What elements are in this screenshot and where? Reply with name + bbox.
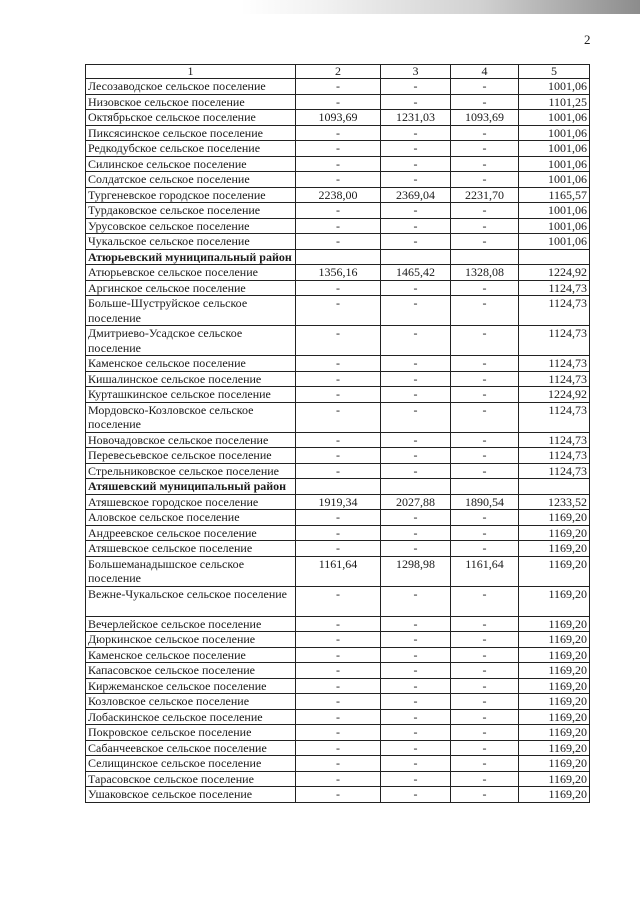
value-cell-c4: -: [451, 356, 519, 372]
settlement-name: Ушаковское сельское поселение: [86, 787, 296, 803]
value-cell-c4: -: [451, 740, 519, 756]
table-row: [86, 110, 590, 126]
table-row: [86, 387, 590, 403]
value-cell-c4: -: [451, 125, 519, 141]
table-row: [86, 125, 590, 141]
settlement-name: Селищинское сельское поселение: [86, 756, 296, 772]
value-cell-c2: -: [296, 541, 381, 557]
value-cell-c2: -: [296, 586, 381, 616]
value-cell-c3: -: [381, 172, 451, 188]
value-cell-c2: -: [296, 525, 381, 541]
table-row: [86, 541, 590, 557]
empty-cell: [519, 249, 590, 265]
value-cell-c3: -: [381, 510, 451, 526]
value-cell-c2: -: [296, 387, 381, 403]
value-cell-c5: 1169,20: [519, 586, 590, 616]
settlement-name: Вечерлейское сельское поселение: [86, 616, 296, 632]
value-cell-c2: -: [296, 141, 381, 157]
value-cell-c2: -: [296, 694, 381, 710]
table-row: [86, 510, 590, 526]
table-row: [86, 694, 590, 710]
value-cell-c4: -: [451, 756, 519, 772]
value-cell-c5: 1169,20: [519, 787, 590, 803]
value-cell-c2: 1919,34: [296, 494, 381, 510]
value-cell-c5: 1169,20: [519, 632, 590, 648]
value-cell-c5: 1101,25: [519, 94, 590, 110]
value-cell-c5: 1224,92: [519, 265, 590, 281]
settlement-name: Каменское сельское поселение: [86, 647, 296, 663]
value-cell-c3: -: [381, 387, 451, 403]
table-row: [86, 172, 590, 188]
value-cell-c3: -: [381, 709, 451, 725]
value-cell-c3: -: [381, 787, 451, 803]
district-name: Атяшевский муниципальный район: [86, 479, 296, 495]
value-cell-c2: -: [296, 632, 381, 648]
settlement-name: Тургеневское городское поселение: [86, 187, 296, 203]
value-cell-c4: -: [451, 172, 519, 188]
value-cell-c5: 1001,06: [519, 203, 590, 219]
value-cell-c4: -: [451, 432, 519, 448]
value-cell-c3: -: [381, 156, 451, 172]
settlement-name: Вежне-Чукальское сельское поселение: [86, 586, 296, 616]
value-cell-c3: -: [381, 632, 451, 648]
table-row: [86, 234, 590, 250]
settlement-name: Чукальское сельское поселение: [86, 234, 296, 250]
table-row: [86, 740, 590, 756]
settlement-name: Атюрьевское сельское поселение: [86, 265, 296, 281]
column-header: 4: [451, 65, 519, 79]
value-cell-c4: -: [451, 402, 519, 432]
value-cell-c5: 1124,73: [519, 280, 590, 296]
value-cell-c2: -: [296, 356, 381, 372]
value-cell-c5: 1169,20: [519, 756, 590, 772]
settlement-name: Большеманадышское сельское поселение: [86, 556, 296, 586]
value-cell-c4: -: [451, 326, 519, 356]
value-cell-c5: 1169,20: [519, 616, 590, 632]
table-row: [86, 787, 590, 803]
value-cell-c3: -: [381, 218, 451, 234]
value-cell-c4: 1093,69: [451, 110, 519, 126]
value-cell-c2: -: [296, 678, 381, 694]
column-header: 5: [519, 65, 590, 79]
settlement-name: Кишалинское сельское поселение: [86, 371, 296, 387]
value-cell-c5: 1169,20: [519, 525, 590, 541]
value-cell-c3: -: [381, 203, 451, 219]
value-cell-c5: 1169,20: [519, 740, 590, 756]
settlement-name: Стрельниковское сельское поселение: [86, 463, 296, 479]
value-cell-c2: -: [296, 79, 381, 95]
value-cell-c5: 1169,20: [519, 510, 590, 526]
value-cell-c5: 1124,73: [519, 371, 590, 387]
value-cell-c3: -: [381, 756, 451, 772]
value-cell-c2: -: [296, 280, 381, 296]
value-cell-c4: -: [451, 709, 519, 725]
value-cell-c5: 1001,06: [519, 110, 590, 126]
empty-cell: [381, 479, 451, 495]
value-cell-c5: 1001,06: [519, 79, 590, 95]
value-cell-c3: -: [381, 463, 451, 479]
table-row: [86, 371, 590, 387]
table-row: [86, 463, 590, 479]
value-cell-c5: 1169,20: [519, 556, 590, 586]
value-cell-c3: 2369,04: [381, 187, 451, 203]
district-name: Атюрьевский муниципальный район: [86, 249, 296, 265]
value-cell-c5: 1224,92: [519, 387, 590, 403]
table-row: [86, 94, 590, 110]
table-row: [86, 725, 590, 741]
value-cell-c2: -: [296, 125, 381, 141]
value-cell-c4: -: [451, 678, 519, 694]
value-cell-c4: -: [451, 296, 519, 326]
table-row: [86, 663, 590, 679]
value-cell-c3: -: [381, 234, 451, 250]
value-cell-c2: 1356,16: [296, 265, 381, 281]
value-cell-c3: 1231,03: [381, 110, 451, 126]
value-cell-c3: -: [381, 402, 451, 432]
value-cell-c4: -: [451, 787, 519, 803]
value-cell-c3: -: [381, 740, 451, 756]
value-cell-c5: 1169,20: [519, 771, 590, 787]
value-cell-c5: 1169,20: [519, 694, 590, 710]
settlement-name: Дюркинское сельское поселение: [86, 632, 296, 648]
value-cell-c5: 1124,73: [519, 448, 590, 464]
value-cell-c4: -: [451, 141, 519, 157]
value-cell-c4: -: [451, 79, 519, 95]
value-cell-c4: 2231,70: [451, 187, 519, 203]
table-row: [86, 678, 590, 694]
value-cell-c3: -: [381, 663, 451, 679]
table-row: [86, 756, 590, 772]
data-table: [85, 64, 590, 803]
empty-cell: [381, 249, 451, 265]
value-cell-c4: -: [451, 510, 519, 526]
settlement-name: Редкодубское сельское поселение: [86, 141, 296, 157]
value-cell-c3: -: [381, 525, 451, 541]
value-cell-c5: 1169,20: [519, 541, 590, 557]
table-row: [86, 187, 590, 203]
value-cell-c4: -: [451, 663, 519, 679]
value-cell-c2: -: [296, 725, 381, 741]
header-row: [86, 65, 590, 79]
value-cell-c4: -: [451, 463, 519, 479]
value-cell-c2: -: [296, 402, 381, 432]
settlement-name: Дмитриево-Усадское сельское поселение: [86, 326, 296, 356]
value-cell-c4: 1328,08: [451, 265, 519, 281]
value-cell-c4: -: [451, 203, 519, 219]
value-cell-c2: -: [296, 371, 381, 387]
value-cell-c2: -: [296, 296, 381, 326]
value-cell-c4: 1161,64: [451, 556, 519, 586]
value-cell-c3: -: [381, 694, 451, 710]
settlement-name: Пиксясинское сельское поселение: [86, 125, 296, 141]
value-cell-c2: -: [296, 663, 381, 679]
table-body: [86, 79, 590, 803]
table-row: [86, 448, 590, 464]
value-cell-c2: -: [296, 156, 381, 172]
value-cell-c3: -: [381, 541, 451, 557]
value-cell-c5: 1001,06: [519, 218, 590, 234]
value-cell-c4: -: [451, 616, 519, 632]
value-cell-c4: -: [451, 448, 519, 464]
table-row: [86, 632, 590, 648]
value-cell-c4: -: [451, 541, 519, 557]
value-cell-c5: 1124,73: [519, 463, 590, 479]
column-header: 3: [381, 65, 451, 79]
value-cell-c4: -: [451, 647, 519, 663]
value-cell-c2: -: [296, 94, 381, 110]
empty-cell: [451, 479, 519, 495]
settlement-name: Сабанчеевское сельское поселение: [86, 740, 296, 756]
table-row: [86, 79, 590, 95]
value-cell-c3: -: [381, 326, 451, 356]
value-cell-c5: 1001,06: [519, 125, 590, 141]
value-cell-c3: -: [381, 356, 451, 372]
value-cell-c2: -: [296, 709, 381, 725]
column-header: 2: [296, 65, 381, 79]
value-cell-c3: -: [381, 647, 451, 663]
settlement-name: Капасовское сельское поселение: [86, 663, 296, 679]
table-row: [86, 525, 590, 541]
value-cell-c2: -: [296, 172, 381, 188]
empty-cell: [451, 249, 519, 265]
value-cell-c5: 1001,06: [519, 156, 590, 172]
value-cell-c5: 1001,06: [519, 141, 590, 157]
settlement-name: Киржеманское сельское поселение: [86, 678, 296, 694]
district-header-row: [86, 249, 590, 265]
settlement-name: Атяшевское городское поселение: [86, 494, 296, 510]
value-cell-c3: -: [381, 371, 451, 387]
table-row: [86, 771, 590, 787]
settlement-name: Атяшевское сельское поселение: [86, 541, 296, 557]
settlement-name: Больше-Шуструйское сельское поселение: [86, 296, 296, 326]
table-row: [86, 402, 590, 432]
settlement-name: Силинское сельское поселение: [86, 156, 296, 172]
settlement-name: Андреевское сельское поселение: [86, 525, 296, 541]
table-row: [86, 326, 590, 356]
settlement-name: Октябрьское сельское поселение: [86, 110, 296, 126]
value-cell-c2: -: [296, 510, 381, 526]
value-cell-c4: -: [451, 234, 519, 250]
value-cell-c5: 1124,73: [519, 356, 590, 372]
value-cell-c5: 1169,20: [519, 663, 590, 679]
value-cell-c5: 1001,06: [519, 234, 590, 250]
value-cell-c3: -: [381, 79, 451, 95]
table-row: [86, 432, 590, 448]
value-cell-c2: -: [296, 234, 381, 250]
settlement-name: Перевесьевское сельское поселение: [86, 448, 296, 464]
value-cell-c2: -: [296, 616, 381, 632]
value-cell-c5: 1124,73: [519, 402, 590, 432]
value-cell-c3: -: [381, 586, 451, 616]
value-cell-c2: -: [296, 463, 381, 479]
district-header-row: [86, 479, 590, 495]
value-cell-c5: 1001,06: [519, 172, 590, 188]
settlement-name: Лобаскинское сельское поселение: [86, 709, 296, 725]
value-cell-c4: -: [451, 725, 519, 741]
settlement-name: Мордовско-Козловское сельское поселение: [86, 402, 296, 432]
value-cell-c2: -: [296, 771, 381, 787]
value-cell-c4: -: [451, 694, 519, 710]
table-row: [86, 586, 590, 616]
table-row: [86, 556, 590, 586]
value-cell-c3: -: [381, 616, 451, 632]
value-cell-c5: 1169,20: [519, 725, 590, 741]
table-row: [86, 616, 590, 632]
value-cell-c3: -: [381, 280, 451, 296]
empty-cell: [519, 479, 590, 495]
value-cell-c5: 1169,20: [519, 647, 590, 663]
value-cell-c2: -: [296, 740, 381, 756]
value-cell-c4: -: [451, 771, 519, 787]
value-cell-c4: -: [451, 156, 519, 172]
table-row: [86, 494, 590, 510]
value-cell-c2: -: [296, 218, 381, 234]
value-cell-c2: -: [296, 326, 381, 356]
value-cell-c2: 1093,69: [296, 110, 381, 126]
table-row: [86, 356, 590, 372]
table-row: [86, 156, 590, 172]
value-cell-c3: -: [381, 448, 451, 464]
settlement-name: Аргинское сельское поселение: [86, 280, 296, 296]
table-row: [86, 280, 590, 296]
column-header: 1: [86, 65, 296, 79]
value-cell-c2: 2238,00: [296, 187, 381, 203]
table-row: [86, 647, 590, 663]
scan-edge-shadow: [240, 0, 640, 14]
value-cell-c2: -: [296, 647, 381, 663]
settlement-name: Низовское сельское поселение: [86, 94, 296, 110]
value-cell-c5: 1169,20: [519, 678, 590, 694]
value-cell-c3: -: [381, 725, 451, 741]
settlement-name: Козловское сельское поселение: [86, 694, 296, 710]
settlement-name: Тарасовское сельское поселение: [86, 771, 296, 787]
page-number: 2: [584, 32, 591, 47]
value-cell-c3: -: [381, 432, 451, 448]
value-cell-c5: 1124,73: [519, 432, 590, 448]
value-cell-c3: 1298,98: [381, 556, 451, 586]
value-cell-c4: -: [451, 525, 519, 541]
settlement-name: Новочадовское сельское поселение: [86, 432, 296, 448]
value-cell-c5: 1124,73: [519, 296, 590, 326]
value-cell-c3: -: [381, 678, 451, 694]
value-cell-c5: 1124,73: [519, 326, 590, 356]
empty-cell: [296, 249, 381, 265]
table-row: [86, 203, 590, 219]
settlement-name: Покровское сельское поселение: [86, 725, 296, 741]
table-row: [86, 218, 590, 234]
value-cell-c4: -: [451, 280, 519, 296]
table-row: [86, 296, 590, 326]
value-cell-c4: -: [451, 632, 519, 648]
settlement-name: Урусовское сельское поселение: [86, 218, 296, 234]
value-cell-c2: -: [296, 787, 381, 803]
settlement-name: Аловское сельское поселение: [86, 510, 296, 526]
value-cell-c5: 1169,20: [519, 709, 590, 725]
value-cell-c3: -: [381, 125, 451, 141]
value-cell-c4: -: [451, 371, 519, 387]
value-cell-c2: -: [296, 432, 381, 448]
empty-cell: [296, 479, 381, 495]
value-cell-c3: -: [381, 94, 451, 110]
value-cell-c2: 1161,64: [296, 556, 381, 586]
value-cell-c3: 2027,88: [381, 494, 451, 510]
value-cell-c4: -: [451, 586, 519, 616]
value-cell-c2: -: [296, 203, 381, 219]
value-cell-c2: -: [296, 756, 381, 772]
table-row: [86, 141, 590, 157]
value-cell-c3: -: [381, 141, 451, 157]
settlement-name: Турдаковское сельское поселение: [86, 203, 296, 219]
value-cell-c3: -: [381, 296, 451, 326]
settlement-name: Курташкинское сельское поселение: [86, 387, 296, 403]
settlement-name: Лесозаводское сельское поселение: [86, 79, 296, 95]
value-cell-c4: -: [451, 218, 519, 234]
value-cell-c3: 1465,42: [381, 265, 451, 281]
value-cell-c4: 1890,54: [451, 494, 519, 510]
table-row: [86, 265, 590, 281]
value-cell-c5: 1233,52: [519, 494, 590, 510]
value-cell-c4: -: [451, 387, 519, 403]
value-cell-c4: -: [451, 94, 519, 110]
value-cell-c3: -: [381, 771, 451, 787]
settlement-name: Каменское сельское поселение: [86, 356, 296, 372]
settlement-name: Солдатское сельское поселение: [86, 172, 296, 188]
value-cell-c2: -: [296, 448, 381, 464]
value-cell-c5: 1165,57: [519, 187, 590, 203]
table-row: [86, 709, 590, 725]
